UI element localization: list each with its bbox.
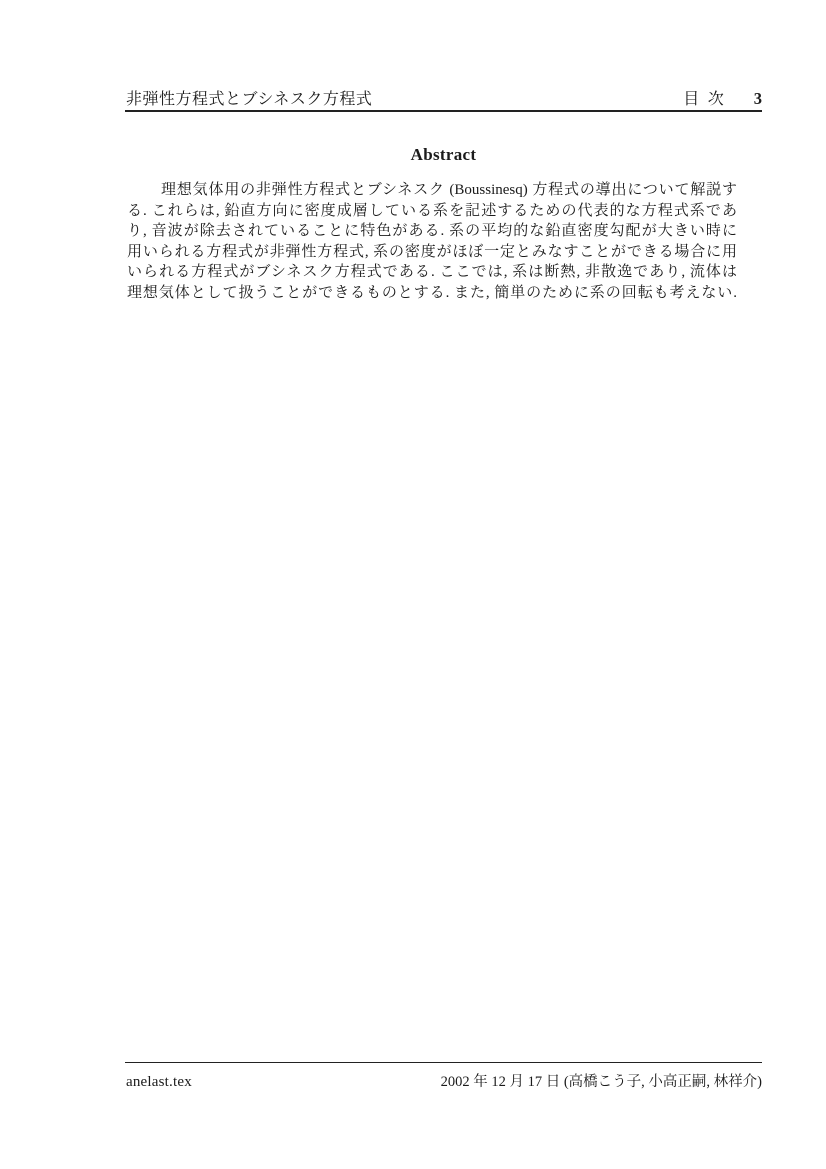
header-rule xyxy=(125,110,762,112)
abstract-line: 理想気体用の非弾性方程式とブシネスク (Boussinesq) 方程式の導出について解説す xyxy=(161,182,737,198)
footer-date-authors: 2002 年 12 月 17 日 (高橋こう子, 小高正嗣, 林祥介) xyxy=(440,1074,762,1090)
header-right-group xyxy=(683,86,762,109)
footer-filename: anelast.tex xyxy=(126,1074,192,1090)
abstract-paragraph xyxy=(127,180,737,303)
page-footer xyxy=(126,1070,762,1091)
abstract-line: る. これらは, 鉛直方向に密度成層している系を記述するための代表的な方程式系であ xyxy=(127,202,737,219)
page-header xyxy=(126,86,762,109)
header-section-label: 目 次 xyxy=(683,91,726,108)
abstract-line: いられる方程式がブシネスク方程式である. ここでは, 系は断熱, 非散逸であり, 流体は xyxy=(127,264,737,280)
abstract-line: 理想気体として扱うことができるものとする. また, 簡単のために系の回転も考えない. xyxy=(127,284,737,301)
page-number: 3 xyxy=(753,89,762,108)
running-title: 非弾性方程式とブシネスク方程式 xyxy=(126,91,373,108)
abstract-line: り, 音波が除去されていることに特色がある. 系の平均的な鉛直密度勾配が大きい時に xyxy=(127,223,737,239)
abstract-heading: Abstract xyxy=(410,145,477,164)
footer-rule xyxy=(125,1062,762,1063)
abstract-line: 用いられる方程式が非弾性方程式, 系の密度がほぼ一定とみなすことができる場合に用 xyxy=(127,243,737,260)
